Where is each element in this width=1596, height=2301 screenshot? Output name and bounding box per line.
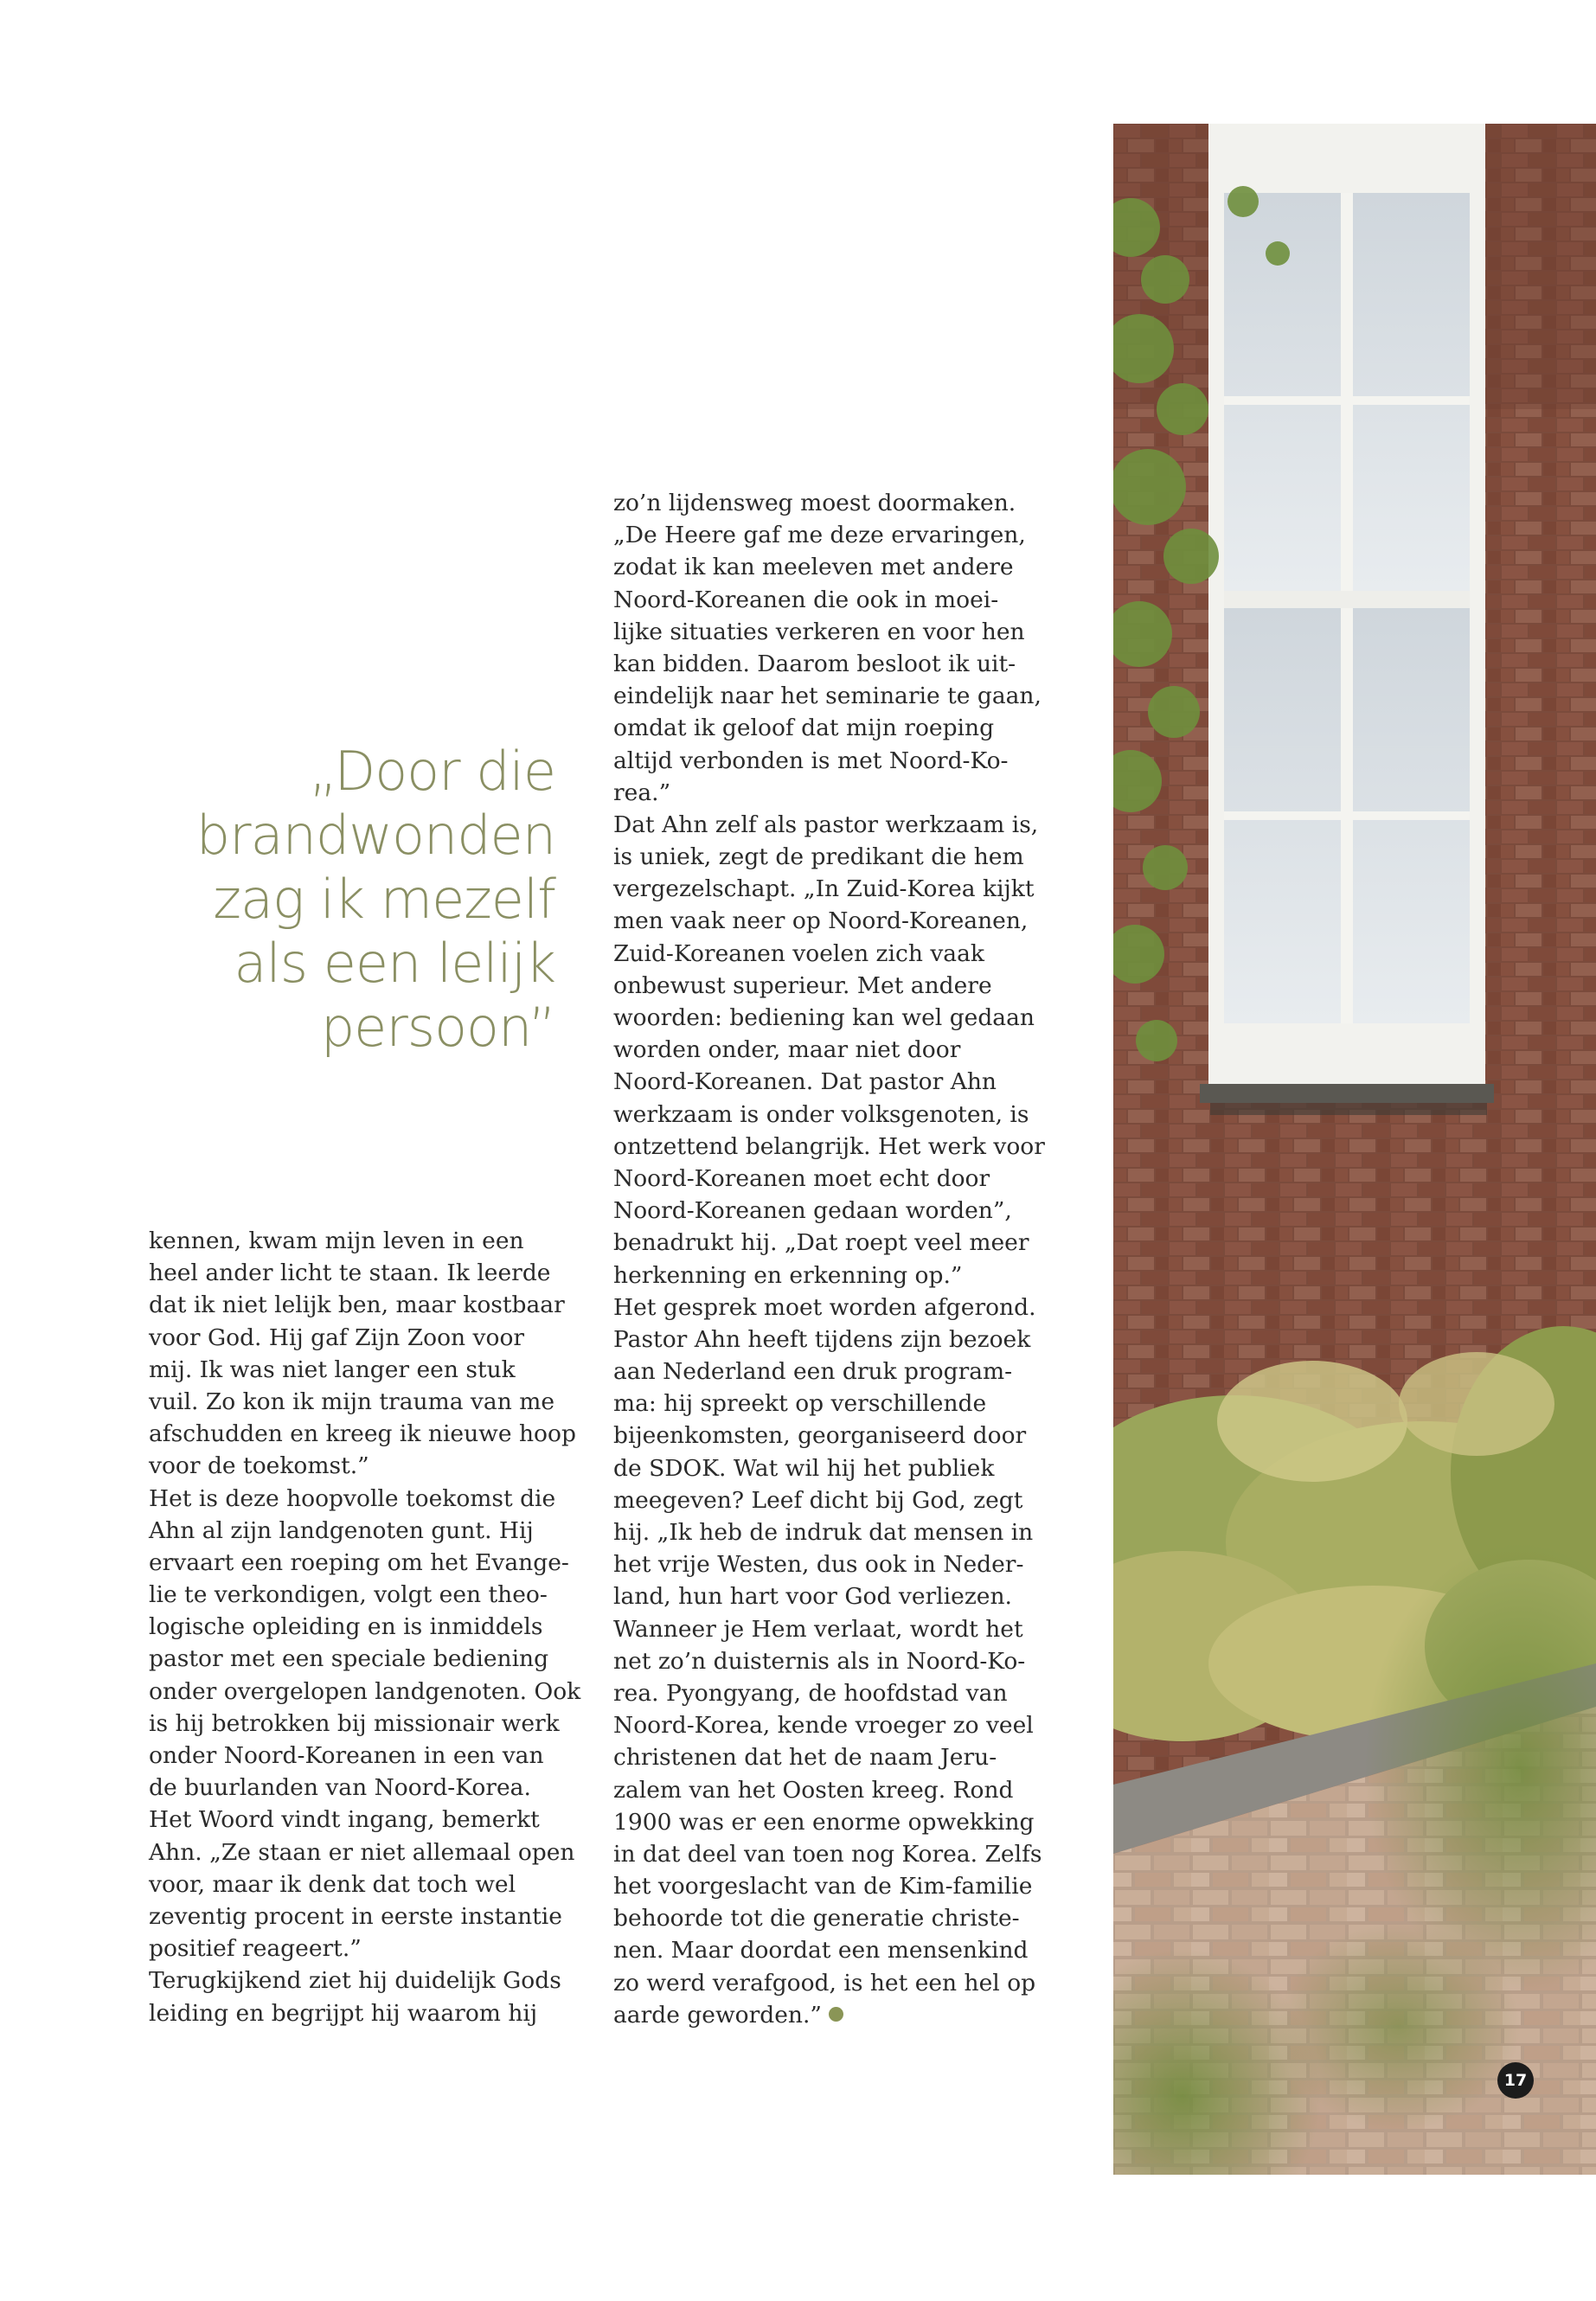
article-line: woorden: bediening kan wel gedaan (613, 1004, 1035, 1031)
article-line: land, hun hart voor God verliezen. (613, 1583, 1012, 1611)
article-line: herkenning en erkenning op.” (613, 1261, 963, 1289)
article-line: ontzettend belangrijk. Het werk voor (613, 1132, 1045, 1160)
article-line: zo werd verafgood, is het een hel op (613, 1969, 1036, 1997)
article-line: aan Nederland een druk program- (613, 1358, 1013, 1386)
article-line: Terugkijkend ziet hij duidelijk Gods (149, 1967, 561, 1995)
article-line: rea. Pyongyang, de hoofdstad van (613, 1679, 1008, 1707)
article-line: ma: hij spreekt op verschillende (613, 1390, 987, 1418)
article-line: Noord-Koreanen gedaan worden”, (613, 1197, 1012, 1225)
article-line: is uniek, zegt de predikant die hem (613, 843, 1024, 871)
article-column-left (149, 1225, 581, 2029)
article-column-right (613, 487, 1045, 2031)
article-line: zeventig procent in eerste instantie (149, 1902, 562, 1930)
article-line: Het Woord vindt ingang, bemerkt (149, 1806, 540, 1834)
pull-quote-line: brandwonden (195, 804, 555, 867)
article-line: in dat deel van toen nog Korea. Zelfs (613, 1840, 1042, 1868)
article-line: positief reageert.” (149, 1935, 362, 1963)
pull-quote (173, 740, 555, 1060)
article-line: Noord-Korea, kende vroeger zo veel (613, 1712, 1034, 1740)
article-line: nen. Maar doordat een mensenkind (613, 1937, 1029, 1965)
article-line: benadrukt hij. „Dat roept veel meer (613, 1229, 1029, 1257)
article-line: werkzaam is onder volksgenoten, is (613, 1100, 1029, 1128)
article-line: onbewust superieur. Met andere (613, 971, 992, 999)
article-line: behoorde tot die generatie christe- (613, 1905, 1020, 1932)
article-line: rea.” (613, 779, 671, 806)
article-line: men vaak neer op Noord-Koreanen, (613, 907, 1029, 935)
article-line: onder Noord-Koreanen in een van (149, 1742, 544, 1769)
article-line: Noord-Koreanen die ook in moei- (613, 586, 999, 613)
article-line: voor de toekomst.” (149, 1452, 369, 1480)
article-line: de SDOK. Wat wil hij het publiek (613, 1454, 995, 1482)
pull-quote-line: persoon” (320, 996, 555, 1059)
pull-quote-line: zag ik mezelf (213, 868, 555, 931)
article-line: Ahn al zijn landgenoten gunt. Hij (149, 1516, 534, 1544)
article-line: vuil. Zo kon ik mijn trauma van me (149, 1388, 555, 1415)
article-line: Ahn. „Ze staan er niet allemaal open (149, 1838, 575, 1866)
article-line: mij. Ik was niet langer een stuk (149, 1356, 516, 1383)
page-number: 17 (1497, 2062, 1534, 2099)
article-line: onder overgelopen landgenoten. Ook (149, 1677, 581, 1705)
article-line: pastor met een speciale bediening (149, 1645, 549, 1673)
article-line: kan bidden. Daarom besloot ik uit- (613, 650, 1016, 677)
article-line: vergezelschapt. „In Zuid-Korea kijkt (613, 875, 1035, 903)
article-line: Pastor Ahn heeft tijdens zijn bezoek (613, 1325, 1031, 1353)
article-line: logische opleiding en is inmiddels (149, 1613, 543, 1641)
article-line: de buurlanden van Noord-Korea. (149, 1774, 531, 1802)
article-line: Noord-Koreanen. Dat pastor Ahn (613, 1068, 997, 1096)
article-line: zalem van het Oosten kreeg. Rond (613, 1776, 1014, 1804)
article-line: is hij betrokken bij missionair werk (149, 1709, 560, 1737)
article-line: worden onder, maar niet door (613, 1036, 961, 1064)
article-line: Wanneer je Hem verlaat, wordt het (613, 1615, 1023, 1643)
article-line: het vrije Westen, dus ook in Neder- (613, 1551, 1024, 1579)
article-line: heel ander licht te staan. Ik leerde (149, 1259, 551, 1287)
article-line: het voorgeslacht van de Kim-familie (613, 1873, 1033, 1900)
article-line: „De Heere gaf me deze ervaringen, (613, 522, 1026, 549)
article-line: omdat ik geloof dat mijn roeping (613, 715, 995, 742)
article-line: leiding en begrijpt hij waarom hij (149, 1999, 538, 2027)
article-line: altijd verbonden is met Noord-Ko- (613, 747, 1009, 774)
article-line: dat ik niet lelijk ben, maar kostbaar (149, 1292, 565, 1319)
article-line: voor God. Hij gaf Zijn Zoon voor (149, 1324, 525, 1351)
pull-quote-line: „Door die (309, 740, 555, 803)
article-line: Het gesprek moet worden afgerond. (613, 1293, 1036, 1321)
article-line: Dat Ahn zelf als pastor werkzaam is, (613, 811, 1039, 838)
article-line: hij. „Ik heb de indruk dat mensen in (613, 1519, 1034, 1546)
article-line: Zuid-Koreanen voelen zich vaak (613, 939, 984, 967)
brick-house-window-photo (1113, 124, 1596, 2175)
article-line: voor, maar ik denk dat toch wel (149, 1870, 516, 1898)
article-line: kennen, kwam mijn leven in een (149, 1227, 524, 1254)
article-line: Noord-Koreanen moet echt door (613, 1164, 990, 1192)
article-line: aarde geworden.” (613, 2001, 822, 2029)
article-line: net zo’n duisternis als in Noord-Ko- (613, 1647, 1026, 1675)
article-line: 1900 was er een enorme opwekking (613, 1808, 1035, 1836)
end-mark-icon (829, 2007, 843, 2022)
article-line: afschudden en kreeg ik nieuwe hoop (149, 1420, 576, 1448)
pull-quote-line: als een lelijk (234, 932, 555, 995)
article-line: Het is deze hoopvolle toekomst die (149, 1484, 556, 1512)
article-line: christenen dat het de naam Jeru- (613, 1744, 997, 1772)
article-line: eindelijk naar het seminarie te gaan, (613, 683, 1042, 710)
article-line: ervaart een roeping om het Evange- (149, 1548, 569, 1576)
article-line: lie te verkondigen, volgt een theo- (149, 1581, 548, 1609)
article-line: lijke situaties verkeren en voor hen (613, 618, 1025, 645)
article-line: meegeven? Leef dicht bij God, zegt (613, 1486, 1023, 1514)
article-line: zo’n lijdensweg moest doormaken. (613, 490, 1016, 516)
article-last-line (613, 1999, 1029, 2031)
article-line: bijeenkomsten, georganiseerd door (613, 1422, 1027, 1450)
article-line: zodat ik kan meeleven met andere (613, 554, 1014, 581)
